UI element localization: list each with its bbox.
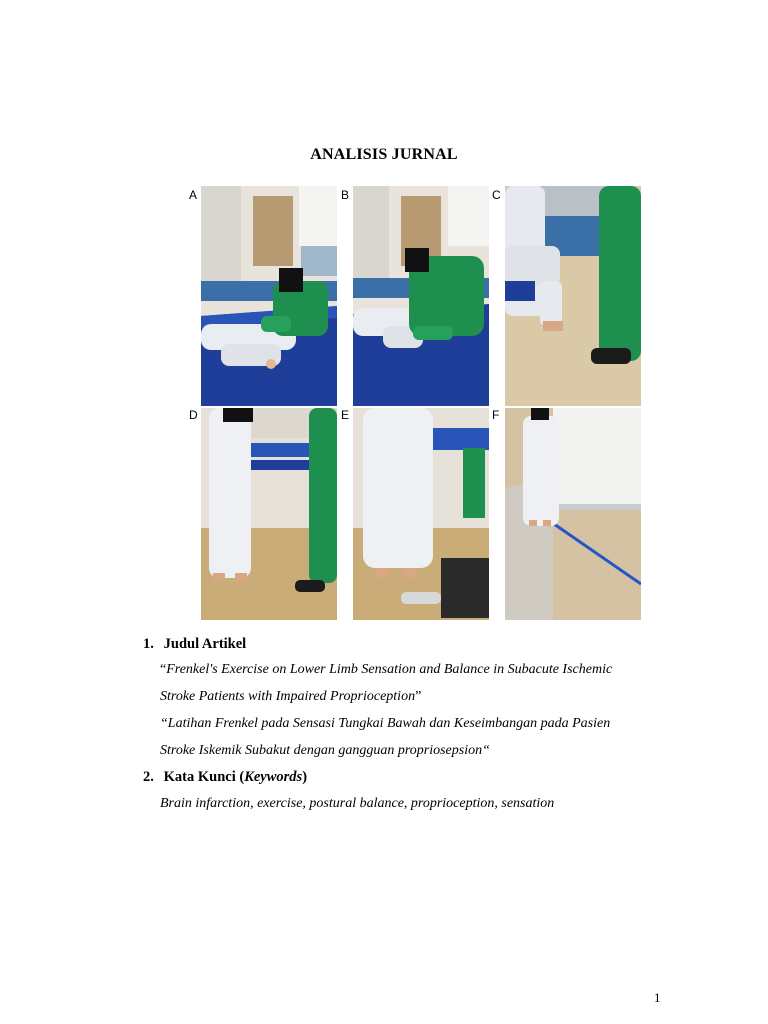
article-title-id-text-1: Latihan Frenkel pada Sensasi Tungkai Bawah dan Keseimbangan pada Pasien	[167, 716, 611, 731]
keywords-line	[160, 796, 554, 812]
panel-label-b: B	[341, 188, 350, 202]
photo-panel-f	[505, 408, 641, 620]
section-2-title-italic: Keywords	[244, 769, 303, 785]
section-2-number: 2.	[143, 769, 154, 785]
photo-panel-d	[201, 408, 337, 620]
section-2-title-suffix: )	[302, 769, 308, 785]
panel-label-c: C	[492, 188, 501, 202]
article-title-id-line-2: Stroke Iskemik Subakut dengan gangguan propriosepsion“	[160, 743, 490, 758]
panel-label-e: E	[341, 408, 350, 422]
page-title: ANALISIS JURNAL	[310, 146, 458, 163]
section-2-heading	[143, 769, 307, 786]
article-title-en-line-2: Stroke Patients with Impaired Proprioception”	[160, 689, 422, 704]
section-2-title-prefix: Kata Kunci (	[163, 769, 245, 785]
page-number: 1	[654, 990, 661, 1005]
photo-panel-c	[505, 186, 641, 406]
section-1-heading	[143, 636, 246, 653]
article-title-en-text-2: Stroke Patients with Impaired Proprioception	[160, 689, 416, 704]
photo-panel-a	[201, 186, 337, 406]
keywords-text: Brain infarction, exercise, postural balance, proprioception, sensation	[160, 796, 555, 811]
article-title-id-line-1: “Latihan Frenkel pada Sensasi Tungkai Bawah dan Keseimbangan pada Pasien	[160, 716, 611, 731]
article-title-en-line-1: “Frenkel's Exercise on Lower Limb Sensation and Balance in Subacute Ischemic	[160, 662, 613, 677]
panel-label-a: A	[189, 188, 198, 202]
article-title-en-text-1: Frenkel's Exercise on Lower Limb Sensation and Balance in Subacute Ischemic	[166, 662, 613, 677]
section-1-title: Judul Artikel	[163, 636, 247, 652]
photo-panel-b	[353, 186, 489, 406]
exercise-photo-figure	[187, 186, 642, 620]
section-1-number: 1.	[143, 636, 154, 652]
panel-label-d: D	[189, 408, 198, 422]
photo-panel-e	[353, 408, 489, 620]
article-title-id-text-2: Stroke Iskemik Subakut dengan gangguan propriosepsion	[160, 743, 483, 758]
panel-label-f: F	[492, 408, 500, 422]
